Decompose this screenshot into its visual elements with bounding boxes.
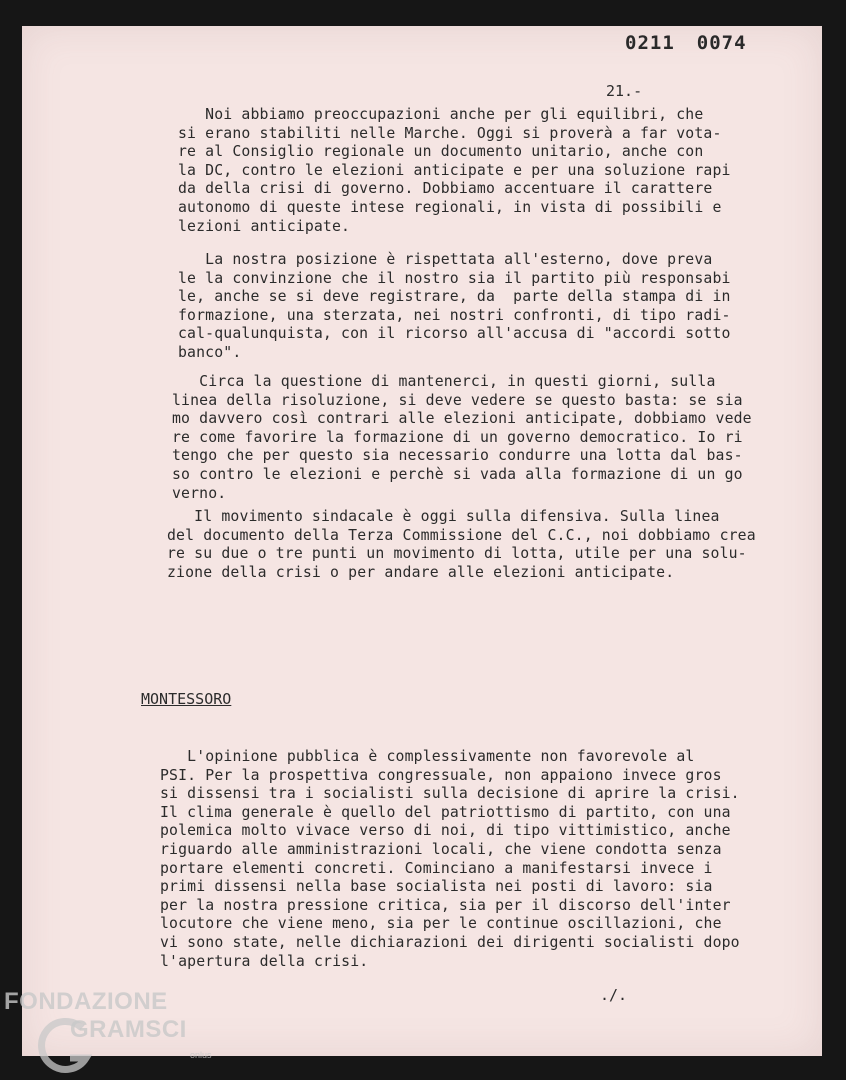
text-line: vi sono state, nelle dichiarazioni dei dirigenti socialisti dopo: [160, 933, 740, 951]
page-number: 21.-: [606, 82, 643, 100]
text-line: riguardo alle amministrazioni locali, che viene condotta senza: [160, 840, 722, 858]
text-line: Il movimento sindacale è oggi sulla difensiva. Sulla linea: [167, 508, 720, 525]
text-line: PSI. Per la prospettiva congressuale, non appaiono invece gros: [160, 766, 722, 784]
text-line: polemica molto vivace verso di noi, di tipo vittimistico, anche: [160, 822, 731, 840]
watermark-line2: GRAMSCI: [70, 1016, 187, 1043]
paragraph: [178, 251, 731, 363]
text-line: le, anche se si deve registrare, da parte della stampa di in: [178, 288, 731, 306]
text-line: portare elementi concreti. Cominciano a manifestarsi invece i: [160, 859, 713, 877]
text-line: la DC, contro le elezioni anticipate e per una soluzione rapi: [178, 161, 731, 179]
text-line: re al Consiglio regionale un documento unitario, anche con: [178, 143, 704, 161]
text-line: si dissensi tra i socialisti sulla decisione di aprire la crisi.: [160, 785, 740, 803]
archive-code: 0074: [696, 32, 747, 54]
text-line: del documento della Terza Commissione del C.C., noi dobbiamo crea: [167, 526, 756, 544]
paragraph: [167, 508, 756, 582]
paragraph: [172, 373, 752, 503]
text-line: banco".: [178, 343, 242, 361]
text-line: mo davvero così contrari alle elezioni anticipate, dobbiamo vede: [172, 410, 752, 428]
text-line: re su due o tre punti un movimento di lotta, utile per una solu-: [167, 545, 747, 563]
text-line: per la nostra pressione critica, sia per il discorso dell'inter: [160, 896, 731, 914]
text-line: linea della risoluzione, si deve vedere se questo basta: se sia: [172, 391, 743, 409]
text-line: formazione, una sterzata, nei nostri confronti, di tipo radi-: [178, 306, 731, 324]
text-line: cal-qualunquista, con il ricorso all'accusa di "accordi sotto: [178, 325, 731, 343]
text-line: zione della crisi o per andare alle elezioni anticipate.: [167, 563, 675, 581]
text-line: so contro le elezioni e perchè si vada alla formazione di un go: [172, 465, 743, 483]
text-line: autonomo di queste intese regionali, in vista di possibili e: [178, 198, 722, 216]
text-line: verno.: [172, 484, 227, 502]
text-line: l'apertura della crisi.: [160, 952, 369, 970]
text-line: Circa la questione di mantenerci, in questi giorni, sulla: [172, 373, 716, 390]
paragraph: [178, 106, 731, 236]
text-line: locutore che viene meno, sia per le continue oscillazioni, che: [160, 915, 722, 933]
watermark-line3: onlus: [190, 1050, 212, 1060]
paragraph: [160, 748, 740, 971]
text-line: si erano stabiliti nelle Marche. Oggi si proverà a far vota-: [178, 124, 722, 142]
section-heading: MONTESSORO: [141, 690, 232, 708]
text-line: Il clima generale è quello del patriottismo di partito, con una: [160, 803, 731, 821]
archive-code: 0211: [625, 32, 675, 54]
text-line: L'opinione pubblica è complessivamente non favorevole al: [160, 748, 695, 765]
continuation-mark: ./.: [600, 986, 628, 1004]
text-line: lezioni anticipate.: [178, 217, 351, 235]
text-line: re come favorire la formazione di un governo democratico. Io ri: [172, 428, 743, 446]
archive-codes: [625, 32, 747, 54]
text-line: La nostra posizione è rispettata all'esterno, dove preva: [178, 251, 713, 268]
watermark-line1: FONDAZIONE: [4, 988, 168, 1015]
text-line: da della crisi di governo. Dobbiamo accentuare il carattere: [178, 180, 713, 198]
text-line: le la convinzione che il nostro sia il partito più responsabi: [178, 269, 731, 287]
text-line: Noi abbiamo preoccupazioni anche per gli equilibri, che: [178, 106, 704, 123]
fondazione-gramsci-watermark: [4, 988, 214, 1080]
text-line: tengo che per questo sia necessario condurre una lotta dal bas-: [172, 447, 743, 465]
text-line: primi dissensi nella base socialista nei posti di lavoro: sia: [160, 878, 713, 896]
